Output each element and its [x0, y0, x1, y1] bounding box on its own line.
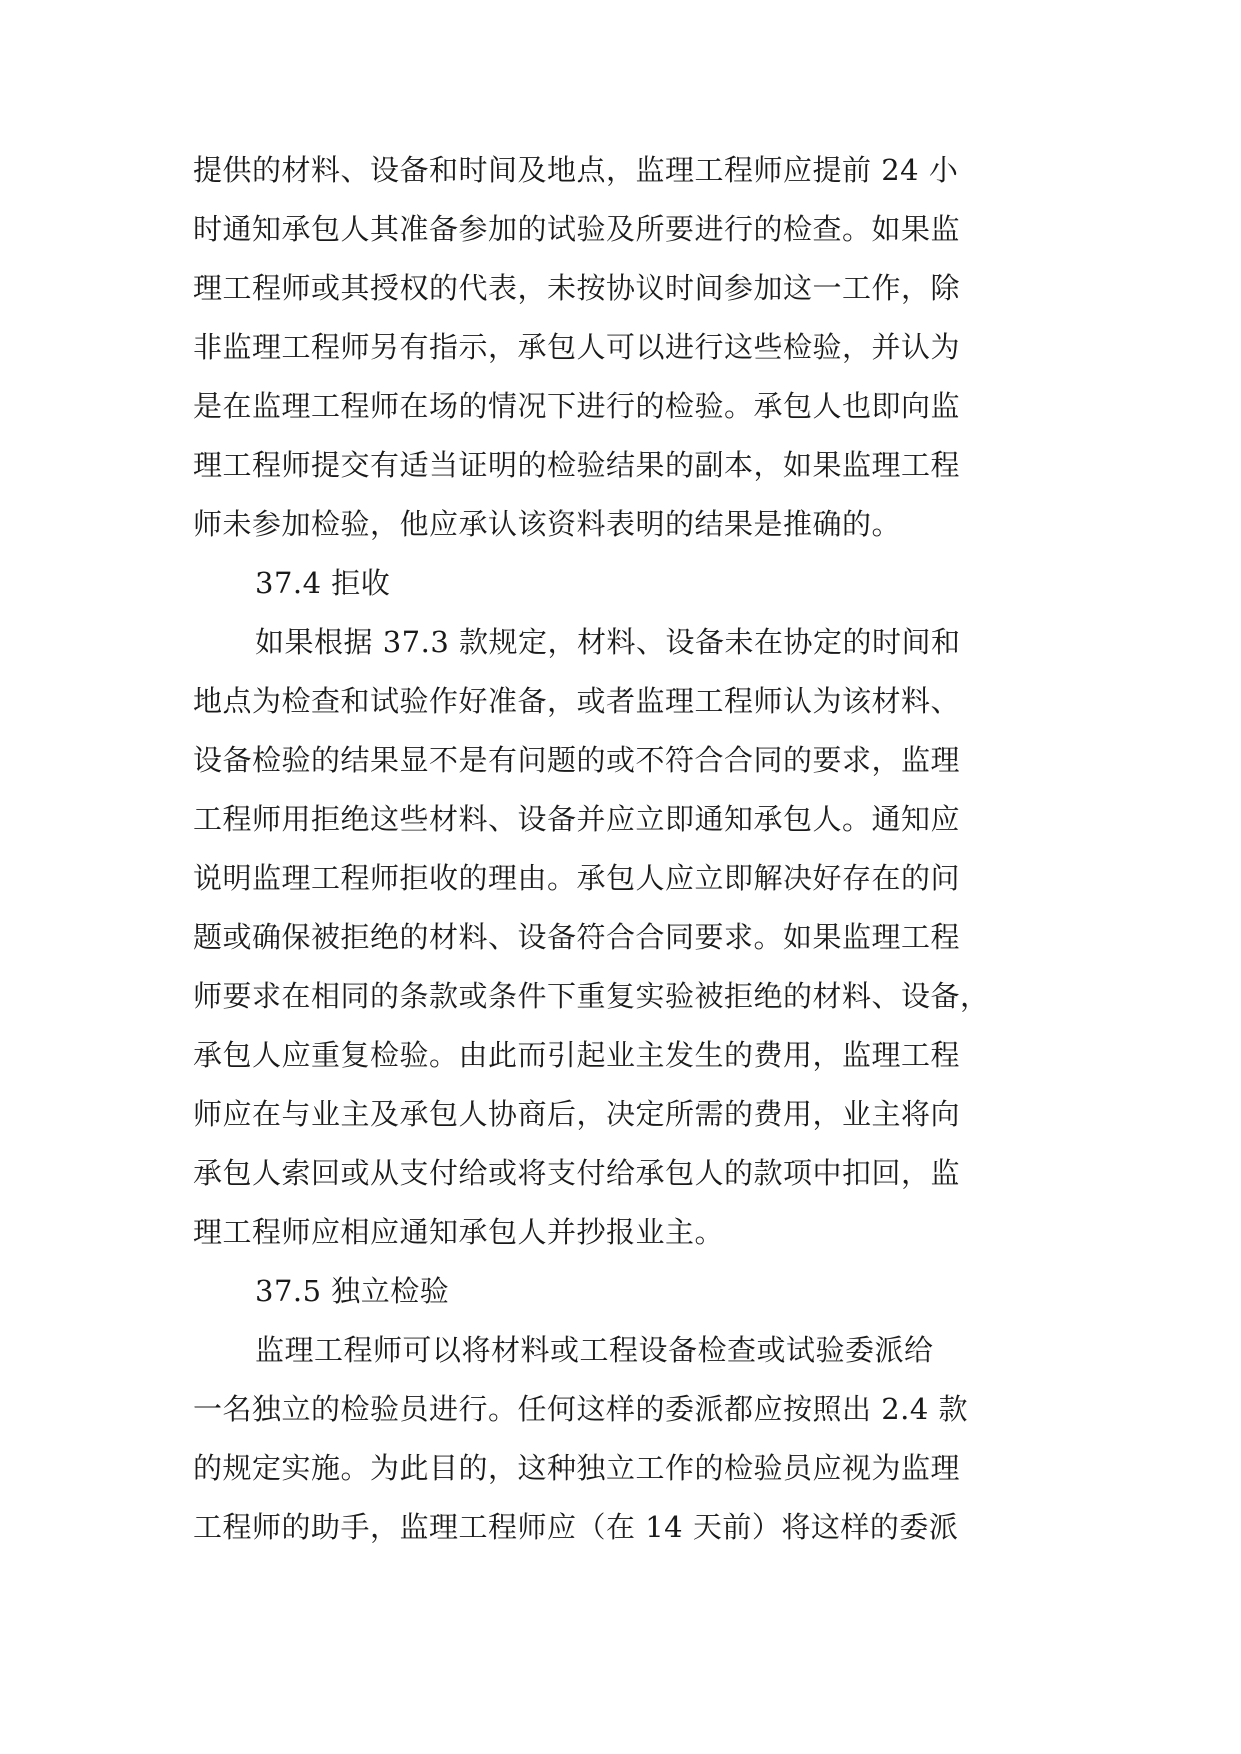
- body-text-line: 设备检验的结果显不是有问题的或不符合合同的要求，监理: [193, 743, 961, 777]
- body-text-line: 承包人应重复检验。由此而引起业主发生的费用，监理工程: [193, 1038, 961, 1072]
- body-text-line: 如果根据 37.3 款规定，材料、设备未在协定的时间和: [255, 625, 961, 659]
- body-text-line: 非监理工程师另有指示，承包人可以进行这些检验，并认为: [193, 330, 961, 364]
- body-text-line: 题或确保被拒绝的材料、设备符合合同要求。如果监理工程: [193, 920, 961, 954]
- body-text-line: 工程师的助手，监理工程师应（在 14 天前）将这样的委派: [193, 1510, 959, 1544]
- body-text-line: 理工程师应相应通知承包人并抄报业主。: [193, 1215, 725, 1249]
- body-text-line: 师未参加检验，他应承认该资料表明的结果是推确的。: [193, 507, 902, 541]
- body-text-line: 师应在与业主及承包人协商后，决定所需的费用，业主将向: [193, 1097, 961, 1131]
- body-text-line: 提供的材料、设备和时间及地点，监理工程师应提前 24 小: [193, 153, 959, 187]
- body-text-line: 监理工程师可以将材料或工程设备检查或试验委派给: [255, 1333, 934, 1367]
- section-heading: 37.4 拒收: [255, 566, 391, 600]
- body-text-line: 理工程师提交有适当证明的检验结果的副本，如果监理工程: [193, 448, 961, 482]
- body-text-line: 理工程师或其授权的代表，未按协议时间参加这一工作，除: [193, 271, 961, 305]
- body-text-line: 是在监理工程师在场的情况下进行的检验。承包人也即向监: [193, 389, 961, 423]
- body-text-line: 工程师用拒绝这些材料、设备并应立即通知承包人。通知应: [193, 802, 961, 836]
- body-text-line: 地点为检查和试验作好准备，或者监理工程师认为该材料、: [193, 684, 961, 718]
- body-text-line: 师要求在相同的条款或条件下重复实验被拒绝的材料、设备，: [193, 979, 990, 1013]
- section-heading: 37.5 独立检验: [255, 1274, 450, 1308]
- body-text-line: 一名独立的检验员进行。任何这样的委派都应按照出 2.4 款: [193, 1392, 969, 1426]
- body-text-line: 的规定实施。为此目的，这种独立工作的检验员应视为监理: [193, 1451, 961, 1485]
- body-text-line: 说明监理工程师拒收的理由。承包人应立即解决好存在的问: [193, 861, 961, 895]
- body-text-line: 承包人索回或从支付给或将支付给承包人的款项中扣回，监: [193, 1156, 961, 1190]
- body-text-line: 时通知承包人其准备参加的试验及所要进行的检查。如果监: [193, 212, 961, 246]
